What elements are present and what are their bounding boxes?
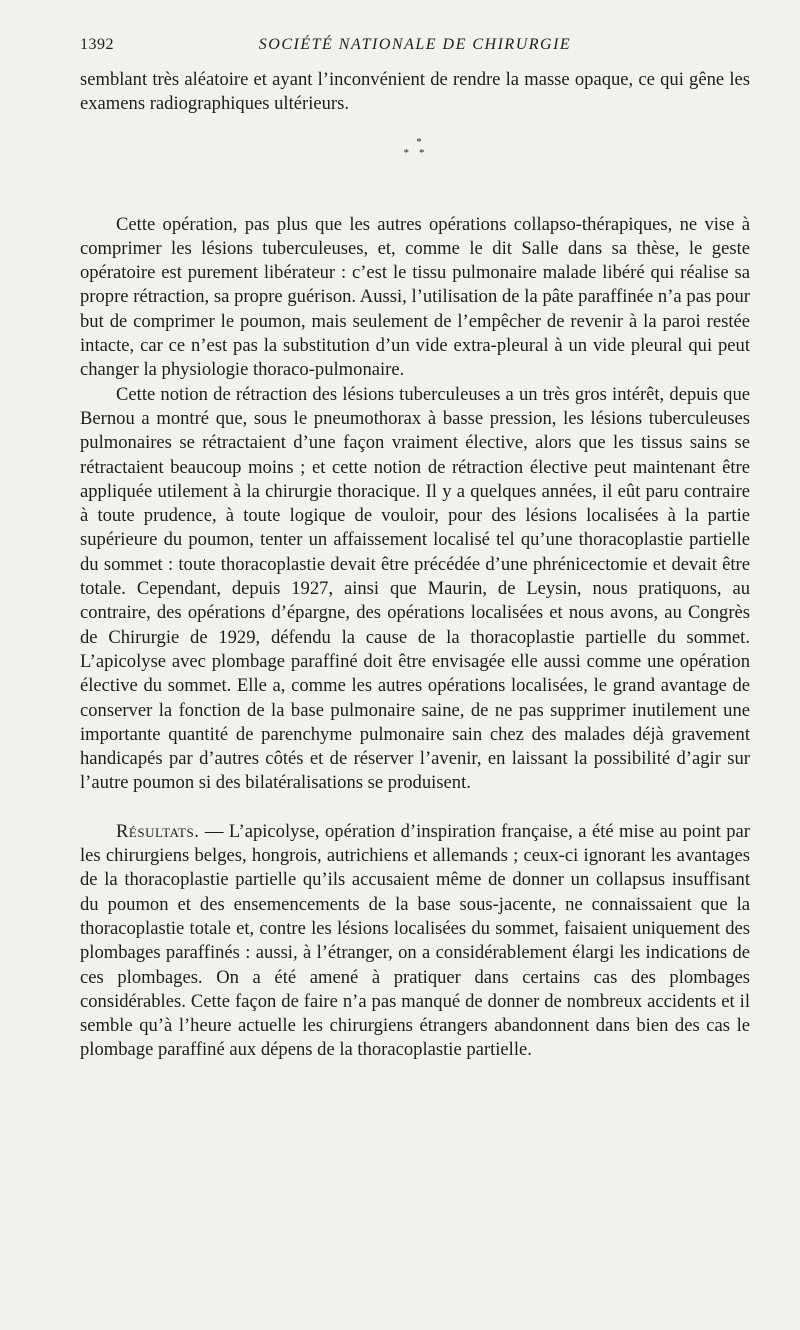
page-number: 1392 bbox=[80, 36, 114, 53]
results-heading: Résultats. bbox=[116, 820, 200, 842]
asterism-bottom: ** bbox=[403, 146, 435, 159]
paragraph-retraction: Cette notion de rétraction des lésions tuberculeuses a un très gros intérêt, depuis que Bernou a montré que, sous le pneumothorax à basse pression, les lésions tuberculeuses pulmonaires se rétractaient d’une façon vraiment élective, alors que les tissus sains se rétractaient beaucoup moins ; et cette notion de rétraction élective peut maintenant être appliquée utilement à la chirurgie thoracique. Il y a quelques années, il eût paru contraire à toute prudence, à toute logique de vouloir, pour des lésions localisées à la partie supérieure du poumon, tenter un affaissement localisé tel qu’une thoracoplastie partielle du sommet : toute thoracoplastie devait être précédée d’une phrénicectomie et devait être totale. Cependant, depuis 1927, ainsi que Maurin, de Leysin, nous pratiquons, au contraire, des opérations d’épargne, des opérations localisées et nous avons, au Congrès de Chirurgie de 1929, défendu la cause de la thoracoplastie partielle du sommet. L’apicolyse avec plombage paraffiné doit être envisagée elle aussi comme une opération élective du sommet. Elle a, comme les autres opérations localisées, le grand avantage de conserver la fonction de la base pulmonaire saine, de ne pas supprimer inutilement une importante quantité de parenchyme pulmonaire sain chez des malades déjà gravement handicapés par d’autres côtés et de réserver l’avenir, en laissant la possibilité d’agir sur l’autre poumon si des bilatéralisations se produisent. bbox=[80, 383, 750, 794]
paragraph-results bbox=[80, 820, 750, 1063]
paragraph-collapsotherapy: Cette opération, pas plus que les autres opérations collapso-thérapiques, ne vise à comprimer les lésions tuberculeuses, et, comme le dit Salle dans sa thèse, le geste opératoire est purement libérateur : c’est le tissu pulmonaire malade libéré qui réalise sa propre rétraction, sa propre guérison. Aussi, l’utilisation de la pâte paraffinée n’a pas pour but de comprimer le poumon, mais seulement de l’empêcher de revenir à la paroi restée intacte, car ce n’est pas la substitution d’un vide extra-pleural à un vide pleural qui peut changer la physiologie thoraco-pulmonaire. bbox=[80, 213, 750, 381]
asterism-top: * bbox=[416, 135, 422, 148]
results-text: — L’apicolyse, opération d’inspiration française, a été mise au point par les chirurgiens belges, hongrois, autrichiens et allemands ; ceux-ci ignorant les avantages de la thoracoplastie partielle qu’ils accusaient même de donner un collapsus insuffisant du poumon et des ensemencements de la base sous-jacente, ne connaissaient que la thoracoplastie totale et, contre les lésions localisées du sommet, faisaient uniquement des plombages paraffinés : aussi, à l’étranger, on a considérablement élargi les indications de ces plombages. On a été amené à pratiquer dans certains cas des plombages considérables. Cette façon de faire n’a pas manqué de donner de nombreux accidents et il semble qu’à l’heure actuelle les chirurgiens étrangers abandonnent dans bien des cas le plombage paraffiné aux dépens de la thoracoplastie partielle. bbox=[80, 820, 750, 1061]
paragraph-continuation: semblant très aléatoire et ayant l’inconvénient de rendre la masse opaque, ce qui gêne les examens radiographiques ultérieurs. bbox=[80, 69, 750, 115]
running-head: SOCIÉTÉ NATIONALE DE CHIRURGIE bbox=[258, 36, 572, 53]
paragraph-gap bbox=[80, 796, 750, 820]
section-separator-asterism bbox=[80, 137, 750, 197]
page-header bbox=[80, 36, 750, 54]
